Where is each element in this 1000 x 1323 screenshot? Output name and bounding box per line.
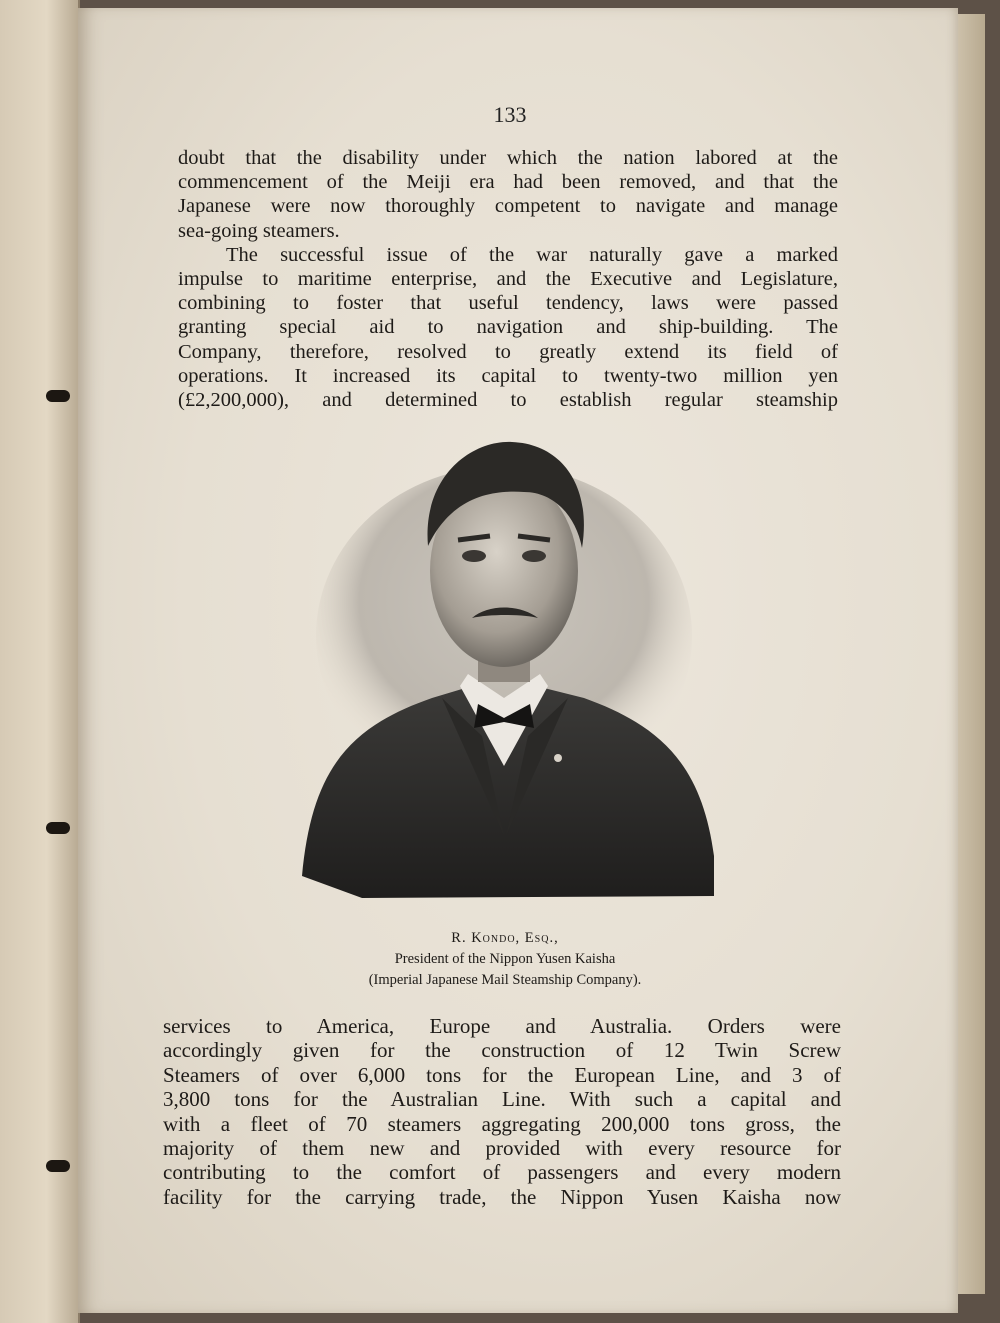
portrait-photo [292,436,720,906]
text-line: accordingly given for the construction of 12 Twin Screw [163,1038,841,1063]
text-line: commencement of the Meiji era had been removed, and that the [178,171,838,194]
eye-left [462,550,486,562]
text-line: 3,800 tons for the Australian Line. With such a capital and [163,1087,841,1112]
eye-right [522,550,546,562]
portrait-svg [292,436,720,906]
text-line: doubt that the disability under which the nation labored at the [178,147,838,169]
binding-hole [46,1160,70,1172]
text-line: majority of them new and provided with every resource for [163,1136,841,1161]
text-line: The successful issue of the war naturally gave a marked [226,243,838,266]
text-line: Company, therefore, resolved to greatly extend its field of [178,340,838,363]
caption-company: (Imperial Japanese Mail Steamship Company). [368,972,642,988]
text-line: contributing to the comfort of passengers and every modern [163,1160,841,1185]
page-number: 133 [493,102,527,127]
lapel-pin [554,754,562,762]
upper-paragraph [178,146,838,412]
caption-name: R. Kondo, Esq., [451,930,559,946]
text-line: with a fleet of 70 steamers aggregating 200,000 tons gross, the [163,1111,841,1136]
lower-paragraph [163,1014,841,1209]
caption-title: President of the Nippon Yusen Kaisha [394,951,616,967]
page-stack-edge [955,14,985,1294]
text-line: operations. It increased its capital to twenty-two million yen [178,364,838,387]
text-line: Steamers of over 6,000 tons for the European Line, and 3 of [163,1062,841,1087]
portrait-caption [290,928,720,991]
text-line: Japanese were now thoroughly competent to navigate and manage [178,195,838,218]
text-line: impulse to maritime enterprise, and the Executive and Legislature, [178,268,838,291]
left-page-edge [0,0,80,1323]
text-line: facility for the carrying trade, the Nippon Yusen Kaisha now [163,1184,841,1209]
text-line: combining to foster that useful tendency, laws were passed [178,292,838,315]
text-line: (£2,200,000), and determined to establish regular steamship [178,389,838,412]
text-line: granting special aid to navigation and ship-building. The [178,316,838,339]
binding-hole [46,822,70,834]
text-line: sea-going steamers. [178,219,340,242]
text-line: services to America, Europe and Australia. Orders were [163,1014,841,1038]
binding-hole [46,390,70,402]
